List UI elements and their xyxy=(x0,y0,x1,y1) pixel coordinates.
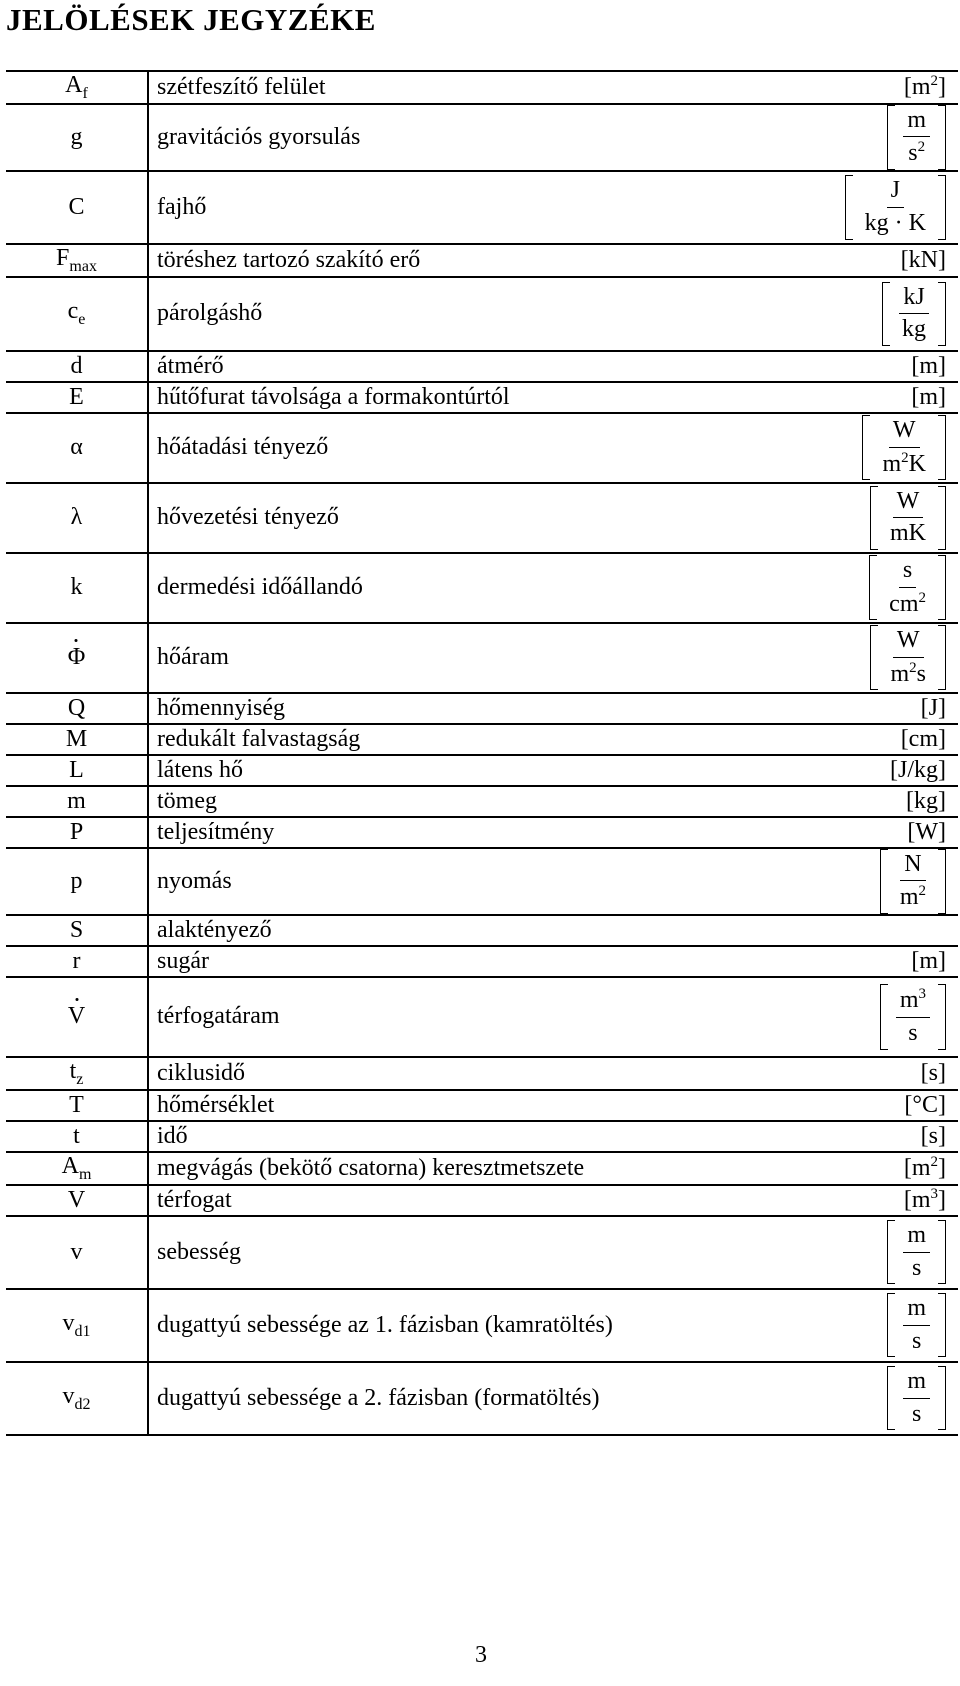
unit-cell xyxy=(799,104,958,171)
description: sugár xyxy=(157,947,209,974)
unit-text: [°C] xyxy=(904,1091,946,1118)
description-cell xyxy=(148,351,799,382)
description-cell xyxy=(148,946,799,977)
description-cell xyxy=(148,1152,799,1185)
unit-numerator: N xyxy=(900,851,925,882)
unit-denominator: $s^2$ xyxy=(908,139,926,167)
description-cell xyxy=(148,277,799,351)
symbol-row xyxy=(6,786,958,817)
right-bracket xyxy=(938,1220,946,1284)
symbol-row xyxy=(6,413,958,483)
unit-text: [kN] xyxy=(900,246,946,273)
right-bracket xyxy=(938,486,946,550)
description: gravitációs gyorsulás xyxy=(157,123,361,150)
unit-cell: $[m^2]$ xyxy=(799,71,958,104)
unit-base: m xyxy=(911,1187,931,1214)
symbol-cell xyxy=(6,755,148,786)
right-bracket xyxy=(938,175,946,239)
symbol-row xyxy=(6,623,958,693)
symbol: A xyxy=(61,1152,79,1179)
description-cell xyxy=(148,71,799,104)
symbol: r xyxy=(72,947,81,974)
unit-exponent: 2 xyxy=(909,659,917,676)
description: hűtőfurat távolsága a formakontúrtól xyxy=(157,383,510,410)
description-cell xyxy=(148,171,799,244)
symbol: Q xyxy=(67,694,86,721)
description-cell xyxy=(148,1121,799,1152)
unit-cell xyxy=(799,817,958,848)
unit-text: [J/kg] xyxy=(890,756,946,783)
symbol-row xyxy=(6,693,958,724)
description: hőmennyiség xyxy=(157,694,285,721)
symbol-cell xyxy=(6,1289,148,1362)
unit-cell xyxy=(799,171,958,244)
symbol-row xyxy=(6,1090,958,1121)
description-cell xyxy=(148,623,799,693)
symbol: m xyxy=(67,787,86,814)
symbol-row xyxy=(6,382,958,413)
right-bracket xyxy=(938,555,946,620)
description-cell xyxy=(148,693,799,724)
symbol: p xyxy=(70,867,83,894)
description: redukált falvastagság xyxy=(157,725,361,752)
unit-fraction xyxy=(887,1366,946,1430)
unit-numerator: W xyxy=(893,627,924,658)
unit-exponent: 2 xyxy=(901,449,909,466)
symbol-row xyxy=(6,946,958,977)
unit-fraction xyxy=(880,849,946,914)
left-bracket xyxy=(870,625,878,690)
description: ciklusidő xyxy=(157,1059,245,1086)
right-bracket xyxy=(938,282,946,346)
unit-fraction xyxy=(870,625,946,690)
symbol: g xyxy=(70,123,83,150)
symbol-cell xyxy=(6,1152,148,1185)
left-bracket xyxy=(862,415,870,480)
symbol-cell xyxy=(6,693,148,724)
description-cell xyxy=(148,1362,799,1435)
description: teljesítmény xyxy=(157,818,275,845)
symbol-subscript: e xyxy=(78,311,86,329)
symbol-cell xyxy=(6,104,148,171)
description: alaktényező xyxy=(157,916,272,943)
symbol-row xyxy=(6,915,958,946)
symbol: P xyxy=(69,818,84,845)
description: látens hő xyxy=(157,756,243,783)
symbol-cell xyxy=(6,786,148,817)
description-cell xyxy=(148,553,799,623)
symbol-subscript: max xyxy=(69,257,97,275)
description: térfogat xyxy=(157,1186,232,1213)
symbol-cell xyxy=(6,1057,148,1090)
unit-numerator: W xyxy=(889,417,920,448)
symbol-row xyxy=(6,483,958,553)
right-bracket xyxy=(938,984,946,1049)
symbol: λ xyxy=(70,504,83,531)
unit-denominator: $cm^2$ xyxy=(889,589,926,617)
unit-numerator: m xyxy=(903,107,930,138)
unit-cell xyxy=(799,693,958,724)
description-cell xyxy=(148,786,799,817)
unit-text: [J] xyxy=(920,694,946,721)
description: hőátadási tényező xyxy=(157,434,329,461)
symbol-row xyxy=(6,1362,958,1435)
symbol: t xyxy=(73,1122,80,1149)
unit-text: [m] xyxy=(911,383,946,410)
symbol-cell xyxy=(6,244,148,277)
description-cell xyxy=(148,1216,799,1289)
symbol-row xyxy=(6,1152,958,1185)
symbol: c xyxy=(67,298,79,325)
description-cell xyxy=(148,1090,799,1121)
symbol-subscript: z xyxy=(76,1070,84,1088)
left-bracket xyxy=(845,175,853,239)
unit-denominator: $m^2$ xyxy=(899,883,926,911)
unit-fraction xyxy=(880,984,946,1049)
symbol-cell xyxy=(6,1121,148,1152)
symbol-row xyxy=(6,71,958,104)
unit-denominator: $m^2K$ xyxy=(882,449,926,477)
unit-fraction xyxy=(887,1220,946,1284)
right-bracket xyxy=(938,105,946,170)
left-bracket xyxy=(870,486,878,550)
left-bracket xyxy=(882,282,890,346)
unit-exponent: 2 xyxy=(918,589,926,606)
symbol: A xyxy=(65,72,83,98)
unit-cell xyxy=(799,244,958,277)
symbol-cell xyxy=(6,71,148,104)
right-bracket xyxy=(938,1366,946,1430)
symbol-cell xyxy=(6,977,148,1057)
description-cell xyxy=(148,104,799,171)
description-cell xyxy=(148,1289,799,1362)
symbol: T xyxy=(69,1091,84,1118)
symbol-row xyxy=(6,171,958,244)
symbol-cell xyxy=(6,946,148,977)
symbol-row xyxy=(6,848,958,915)
unit-numerator: kJ xyxy=(899,284,928,315)
unit-fraction xyxy=(887,105,946,170)
left-bracket xyxy=(887,1366,895,1430)
unit-cell xyxy=(799,553,958,623)
symbol: k xyxy=(70,574,83,601)
unit-fraction xyxy=(887,1293,946,1357)
symbol: t xyxy=(69,1057,77,1084)
unit-fraction xyxy=(845,175,946,239)
unit-cell: $[m^3]$ xyxy=(799,1185,958,1216)
symbol-cell xyxy=(6,553,148,623)
unit-denominator: s xyxy=(911,1254,922,1281)
unit-numerator: s xyxy=(899,557,916,588)
description: fajhő xyxy=(157,193,207,220)
unit-base: m xyxy=(911,74,931,101)
unit-cell xyxy=(799,1121,958,1152)
unit-text: [cm] xyxy=(900,725,946,752)
unit-numerator: W xyxy=(893,488,924,519)
description-cell xyxy=(148,817,799,848)
unit-cell xyxy=(799,1090,958,1121)
symbol-table xyxy=(6,70,958,1436)
description: dugattyú sebessége a 2. fázisban (formatöltés) xyxy=(157,1384,600,1411)
symbol: Φ xyxy=(67,644,86,671)
left-bracket xyxy=(880,849,888,914)
unit-cell xyxy=(799,724,958,755)
symbol-row xyxy=(6,277,958,351)
unit-denominator: $m^2s$ xyxy=(890,659,926,687)
symbol-cell xyxy=(6,1185,148,1216)
description: párolgáshő xyxy=(157,300,263,327)
description: dermedési időállandó xyxy=(157,574,363,601)
unit-exponent: 2 xyxy=(918,883,926,900)
symbol: E xyxy=(69,383,84,410)
symbol: C xyxy=(68,193,85,220)
unit-fraction xyxy=(869,555,946,620)
description: átmérő xyxy=(157,352,224,379)
description: idő xyxy=(157,1122,188,1149)
symbol-cell xyxy=(6,1216,148,1289)
symbol: V xyxy=(67,1186,86,1213)
description-cell xyxy=(148,977,799,1057)
unit-numerator: m xyxy=(903,1222,930,1253)
unit-text: [m] xyxy=(911,352,946,379)
page-number: 3 xyxy=(475,1642,487,1668)
unit-text: [kg] xyxy=(906,787,946,814)
unit-exponent: 3 xyxy=(930,1186,938,1203)
description: hőmérséklet xyxy=(157,1091,275,1118)
unit-numerator: J xyxy=(887,177,904,208)
symbol: v xyxy=(62,1309,75,1336)
unit-denominator: s xyxy=(911,1400,922,1427)
symbol: M xyxy=(65,725,88,752)
unit-cell xyxy=(799,351,958,382)
symbol-row xyxy=(6,817,958,848)
description-cell xyxy=(148,848,799,915)
symbol-row xyxy=(6,724,958,755)
symbol: v xyxy=(62,1382,75,1409)
unit-cell: $[m^2]$ xyxy=(799,1152,958,1185)
description: nyomás xyxy=(157,867,232,894)
description: hőáram xyxy=(157,644,229,671)
unit-exponent: 2 xyxy=(930,73,938,90)
unit-exponent: 2 xyxy=(930,1154,938,1171)
description: hővezetési tényező xyxy=(157,504,339,531)
unit-fraction xyxy=(882,282,946,346)
unit-cell xyxy=(799,1289,958,1362)
unit-text: [s] xyxy=(920,1059,946,1086)
symbol-cell xyxy=(6,623,148,693)
unit-numerator: $m^3$ xyxy=(896,986,930,1018)
unit-cell xyxy=(799,977,958,1057)
unit-numerator: m xyxy=(903,1368,930,1399)
symbol-cell xyxy=(6,915,148,946)
unit-denominator: s xyxy=(908,1019,918,1046)
symbol-cell xyxy=(6,848,148,915)
page-title: JELÖLÉSEK JEGYZÉKE xyxy=(6,2,376,37)
symbol-row xyxy=(6,977,958,1057)
description-cell xyxy=(148,244,799,277)
symbol-cell xyxy=(6,1090,148,1121)
symbol-row xyxy=(6,1121,958,1152)
left-bracket xyxy=(887,1293,895,1357)
unit-text: [m] xyxy=(911,947,946,974)
symbol-row xyxy=(6,1216,958,1289)
unit-exponent: 3 xyxy=(918,986,926,1003)
symbol-subscript: m xyxy=(78,1165,92,1183)
unit-cell xyxy=(799,483,958,553)
symbol: V xyxy=(67,1003,86,1030)
unit-fraction xyxy=(870,486,946,550)
symbol-cell xyxy=(6,171,148,244)
unit-denominator: mK xyxy=(890,520,926,547)
unit-cell xyxy=(799,623,958,693)
symbol-cell xyxy=(6,724,148,755)
symbol-cell xyxy=(6,382,148,413)
description-cell xyxy=(148,915,799,946)
symbol: α xyxy=(70,434,83,461)
symbol-subscript: d2 xyxy=(74,1395,91,1413)
symbol: F xyxy=(56,244,70,271)
unit-denominator: kg · K xyxy=(864,209,926,236)
description-cell xyxy=(148,413,799,483)
symbol: d xyxy=(70,352,83,379)
description: szétfeszítő felület xyxy=(157,73,326,100)
unit-numerator: m xyxy=(903,1295,930,1326)
description-cell xyxy=(148,1185,799,1216)
unit-cell xyxy=(799,1362,958,1435)
description-cell xyxy=(148,724,799,755)
description: térfogatáram xyxy=(157,1003,280,1030)
unit-exponent: 2 xyxy=(917,139,926,156)
symbol: v xyxy=(70,1238,83,1265)
left-bracket xyxy=(887,1220,895,1284)
symbol-row xyxy=(6,244,958,277)
description-cell xyxy=(148,1057,799,1090)
symbol-row xyxy=(6,1185,958,1216)
unit-cell xyxy=(799,1057,958,1090)
right-bracket xyxy=(938,625,946,690)
unit-cell xyxy=(799,1216,958,1289)
description: megvágás (bekötő csatorna) keresztmetszete xyxy=(157,1154,585,1181)
symbol-cell xyxy=(6,483,148,553)
symbol-cell xyxy=(6,817,148,848)
symbol-row xyxy=(6,104,958,171)
description-cell xyxy=(148,755,799,786)
unit-cell xyxy=(799,915,958,946)
unit-cell xyxy=(799,413,958,483)
symbol: L xyxy=(69,756,84,783)
unit-cell xyxy=(799,277,958,351)
unit-base: m xyxy=(911,1155,931,1182)
symbol-row xyxy=(6,553,958,623)
symbol: S xyxy=(69,916,84,943)
left-bracket xyxy=(869,555,877,620)
unit-cell xyxy=(799,786,958,817)
unit-cell xyxy=(799,382,958,413)
left-bracket xyxy=(887,105,895,170)
unit-fraction xyxy=(862,415,946,480)
left-bracket xyxy=(880,984,888,1049)
right-bracket xyxy=(938,849,946,914)
description: sebesség xyxy=(157,1238,241,1265)
unit-text: [s] xyxy=(920,1122,946,1149)
symbol-cell xyxy=(6,277,148,351)
unit-cell xyxy=(799,848,958,915)
symbol-row xyxy=(6,351,958,382)
symbol-subscript: d1 xyxy=(74,1322,91,1340)
description-cell xyxy=(148,382,799,413)
unit-denominator: kg xyxy=(902,316,926,343)
unit-denominator: s xyxy=(911,1327,922,1354)
symbol-row xyxy=(6,1057,958,1090)
description: dugattyú sebessége az 1. fázisban (kamratöltés) xyxy=(157,1311,613,1338)
symbol-subscript: f xyxy=(82,84,88,102)
unit-cell xyxy=(799,755,958,786)
unit-cell xyxy=(799,946,958,977)
description: töréshez tartozó szakító erő xyxy=(157,246,421,273)
right-bracket xyxy=(938,415,946,480)
description: tömeg xyxy=(157,787,217,814)
symbol-cell xyxy=(6,1362,148,1435)
symbol-row xyxy=(6,755,958,786)
unit-text: [W] xyxy=(907,818,946,845)
symbol-row xyxy=(6,1289,958,1362)
right-bracket xyxy=(938,1293,946,1357)
symbol-cell xyxy=(6,351,148,382)
description-cell xyxy=(148,483,799,553)
symbol-cell xyxy=(6,413,148,483)
